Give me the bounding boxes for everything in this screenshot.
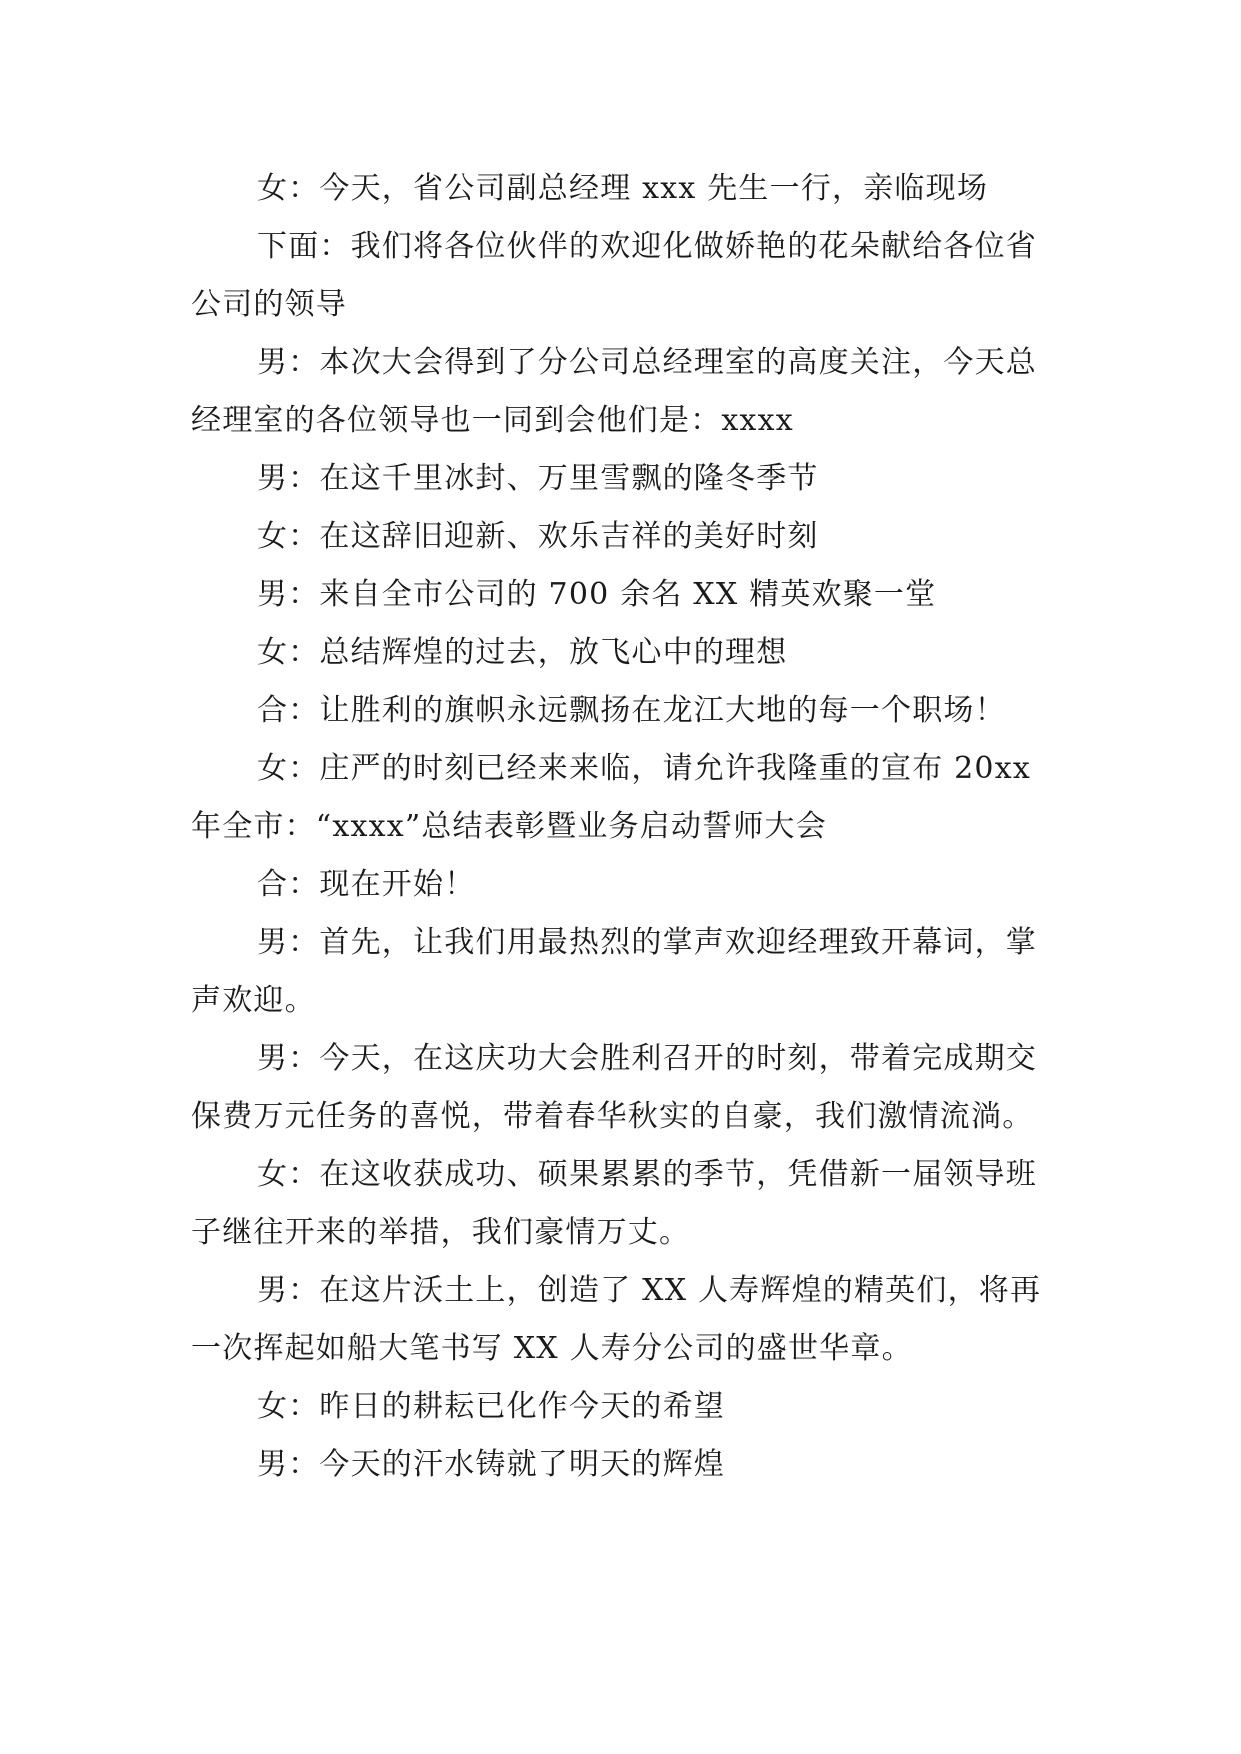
paragraph: 女：在这收获成功、硕果累累的季节，凭借新一届领导班子继往开来的举措，我们豪情万丈。 bbox=[191, 1157, 1037, 1250]
paragraph: 女：总结辉煌的过去，放飞心中的理想 bbox=[257, 635, 788, 670]
paragraph: 下面：我们将各位伙伴的欢迎化做娇艳的花朵献给各位省公司的领导 bbox=[191, 229, 1037, 322]
paragraph: 男：在这片沃土上，创造了 XX 人寿辉煌的精英们，将再一次挥起如船大笔书写 XX 人寿分公司的盛世华章。 bbox=[191, 1273, 1042, 1366]
paragraph: 男：首先，让我们用最热烈的掌声欢迎经理致开幕词，掌声欢迎。 bbox=[191, 925, 1037, 1018]
paragraph: 女：庄严的时刻已经来来临，请允许我隆重的宣布 20xx 年全市：“xxxx”总结表彰暨业务启动誓师大会 bbox=[191, 751, 1031, 844]
paragraph: 合：让胜利的旗帜永远飘扬在龙江大地的每一个职场！ bbox=[257, 693, 1006, 728]
paragraph: 男：在这千里冰封、万里雪飘的隆冬季节 bbox=[257, 461, 819, 496]
document-body bbox=[191, 160, 1051, 1494]
paragraph: 女：今天，省公司副总经理 xxx 先生一行，亲临现场 bbox=[257, 171, 989, 206]
paragraph: 女：在这辞旧迎新、欢乐吉祥的美好时刻 bbox=[257, 519, 819, 554]
paragraph: 女：昨日的耕耘已化作今天的希望 bbox=[257, 1389, 725, 1424]
paragraph: 男：本次大会得到了分公司总经理室的高度关注，今天总经理室的各位领导也一同到会他们是：xxxx bbox=[191, 345, 1037, 438]
paragraph: 男：今天，在这庆功大会胜利召开的时刻，带着完成期交保费万元任务的喜悦，带着春华秋实的自豪，我们激情流淌。 bbox=[191, 1041, 1037, 1134]
paragraph: 男：今天的汗水铸就了明天的辉煌 bbox=[257, 1447, 725, 1482]
paragraph: 合：现在开始！ bbox=[257, 867, 476, 902]
paragraph: 男：来自全市公司的 700 余名 XX 精英欢聚一堂 bbox=[257, 577, 937, 612]
